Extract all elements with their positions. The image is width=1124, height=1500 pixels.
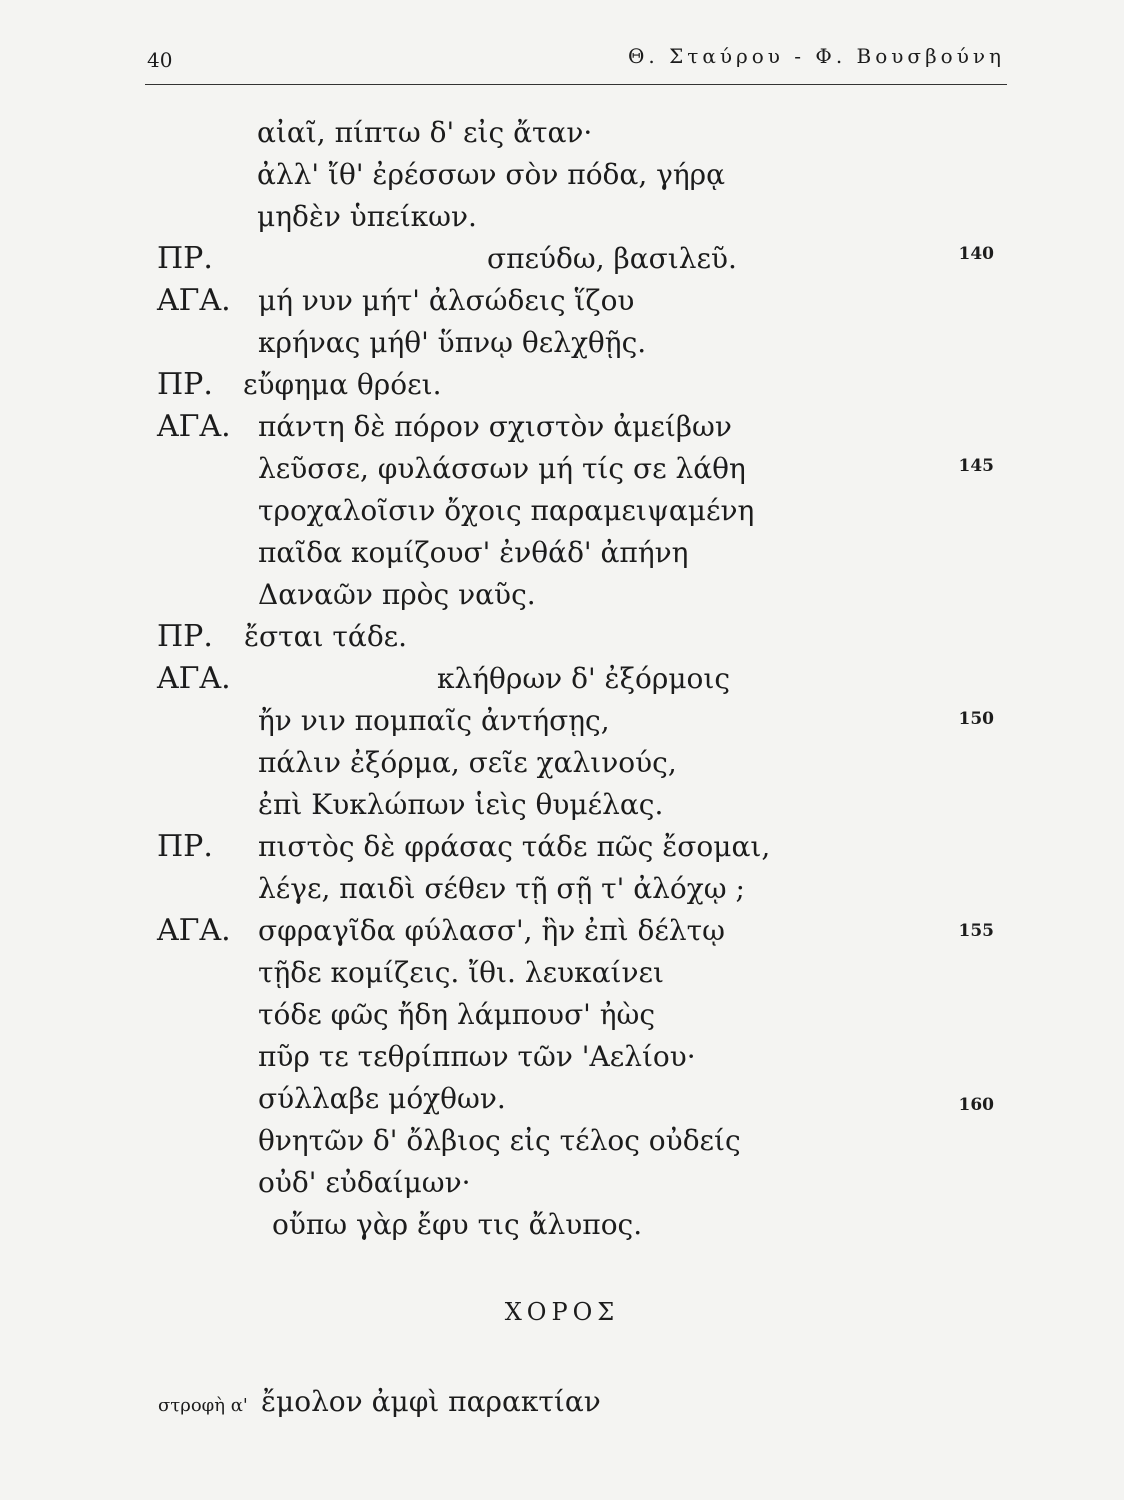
strophe-label: στροφὴ α' — [158, 1395, 248, 1416]
verse-line — [0, 1163, 1124, 1203]
speaker-label: ΑΓΑ. — [157, 913, 231, 948]
chorus-heading: ΧΟΡΟΣ — [504, 1298, 620, 1326]
speaker-label: ΠΡ. — [157, 241, 213, 276]
verse-text: ἔσται τάδε. — [244, 620, 408, 653]
verse-text: πάλιν ἐξόρμα, σεῖε χαλινούς, — [258, 746, 677, 779]
strophe-text: ἔμολον ἀμφὶ παρακτίαν — [260, 1385, 601, 1418]
verse-line — [0, 197, 1124, 237]
speaker-label: ΠΡ. — [157, 619, 213, 654]
verse-line — [0, 575, 1124, 615]
verse-text: σύλλαβε μόχθων. — [258, 1082, 506, 1115]
verse-text: παῖδα κομίζουσ' ἐνθάδ' ἀπήνη — [258, 536, 689, 569]
verse-line — [0, 281, 1124, 321]
verse-text: ἀλλ' ἴθ' ἐρέσσων σὸν πόδα, γήρᾳ — [257, 158, 726, 191]
verse-line — [0, 869, 1124, 909]
verse-line — [0, 1037, 1124, 1077]
running-head: Θ. Σταύρου - Φ. Βουσβούνη — [628, 44, 1005, 68]
verse-line — [0, 617, 1124, 657]
verse-text: μή νυν μήτ' ἀλσώδεις ἵζου — [258, 284, 635, 317]
verse-line — [0, 113, 1124, 153]
verse-line — [0, 323, 1124, 363]
verse-line — [0, 155, 1124, 195]
verse-text: ἐπὶ Κυκλώπων ἱεὶς θυμέλας. — [258, 788, 664, 821]
verse-line — [0, 491, 1124, 531]
verse-line — [0, 407, 1124, 447]
verse-line — [0, 1205, 1124, 1245]
verse-line — [0, 785, 1124, 825]
verse-text: οὔπω γὰρ ἔφυ τις ἄλυπος. — [272, 1208, 643, 1241]
verse-text: μηδὲν ὑπείκων. — [257, 200, 477, 233]
header-rule — [145, 84, 1007, 85]
verse-line — [0, 239, 1124, 279]
verse-text: τῇδε κομίζεις. ἴθι. λευκαίνει — [258, 956, 664, 989]
verse-line — [0, 1079, 1124, 1119]
verse-text: Δαναῶν πρὸς ναῦς. — [258, 578, 536, 611]
speaker-label: ΑΓΑ. — [157, 409, 231, 444]
verse-text: πῦρ τε τεθρίππων τῶν 'Αελίου· — [258, 1040, 696, 1073]
verse-text: κλήθρων δ' ἐξόρμοις — [437, 662, 731, 695]
verse-text: θνητῶν δ' ὄλβιος εἰς τέλος οὐδείς — [258, 1124, 741, 1157]
verse-text: πάντη δὲ πόρον σχιστὸν ἀμείβων — [258, 410, 732, 443]
verse-text: οὐδ' εὐδαίμων· — [258, 1166, 471, 1199]
verse-text: πιστὸς δὲ φράσας τάδε πῶς ἔσομαι, — [258, 830, 771, 863]
verse-text: ἤν νιν πομπαῖς ἀντήσῃς, — [258, 704, 610, 737]
verse-text: αἰαῖ, πίπτω δ' εἰς ἄταν· — [257, 116, 593, 149]
verse-line — [0, 1121, 1124, 1161]
speaker-label: ΑΓΑ. — [157, 661, 231, 696]
speaker-label: ΠΡ. — [157, 367, 213, 402]
line-number: 145 — [958, 456, 994, 476]
verse-line — [0, 365, 1124, 405]
verse-line — [0, 449, 1124, 489]
speaker-label: ΑΓΑ. — [157, 283, 231, 318]
speaker-label: ΠΡ. — [157, 829, 213, 864]
line-number: 160 — [958, 1095, 994, 1115]
verse-line — [0, 743, 1124, 783]
verse-text: λεῦσσε, φυλάσσων μή τίς σε λάθη — [258, 452, 746, 485]
verse-line — [0, 659, 1124, 699]
verse-line — [0, 533, 1124, 573]
line-number: 150 — [958, 709, 994, 729]
line-number: 155 — [958, 921, 994, 941]
verse-text: λέγε, παιδὶ σέθεν τῇ σῇ τ' ἀλόχῳ ; — [258, 872, 745, 905]
verse-line — [0, 995, 1124, 1035]
verse-text: σφραγῖδα φύλασσ', ἣν ἐπὶ δέλτῳ — [258, 914, 725, 947]
verse-text: κρήνας μήθ' ὕπνῳ θελχθῇς. — [258, 326, 647, 359]
page-header — [145, 30, 1007, 86]
verse-line — [0, 827, 1124, 867]
verse-line — [0, 953, 1124, 993]
verse-text: τόδε φῶς ἤδη λάμπουσ' ἠὼς — [258, 998, 656, 1031]
strophe-line — [158, 1382, 601, 1426]
verse-text: εὔφημα θρόει. — [243, 368, 442, 401]
verse-text: τροχαλοῖσιν ὄχοις παραμειψαμένη — [258, 494, 755, 527]
verse-text: σπεύδω, βασιλεῦ. — [487, 242, 737, 275]
verse-line — [0, 911, 1124, 951]
verse-line — [0, 701, 1124, 741]
line-number: 140 — [958, 244, 994, 264]
page-number: 40 — [147, 48, 173, 72]
